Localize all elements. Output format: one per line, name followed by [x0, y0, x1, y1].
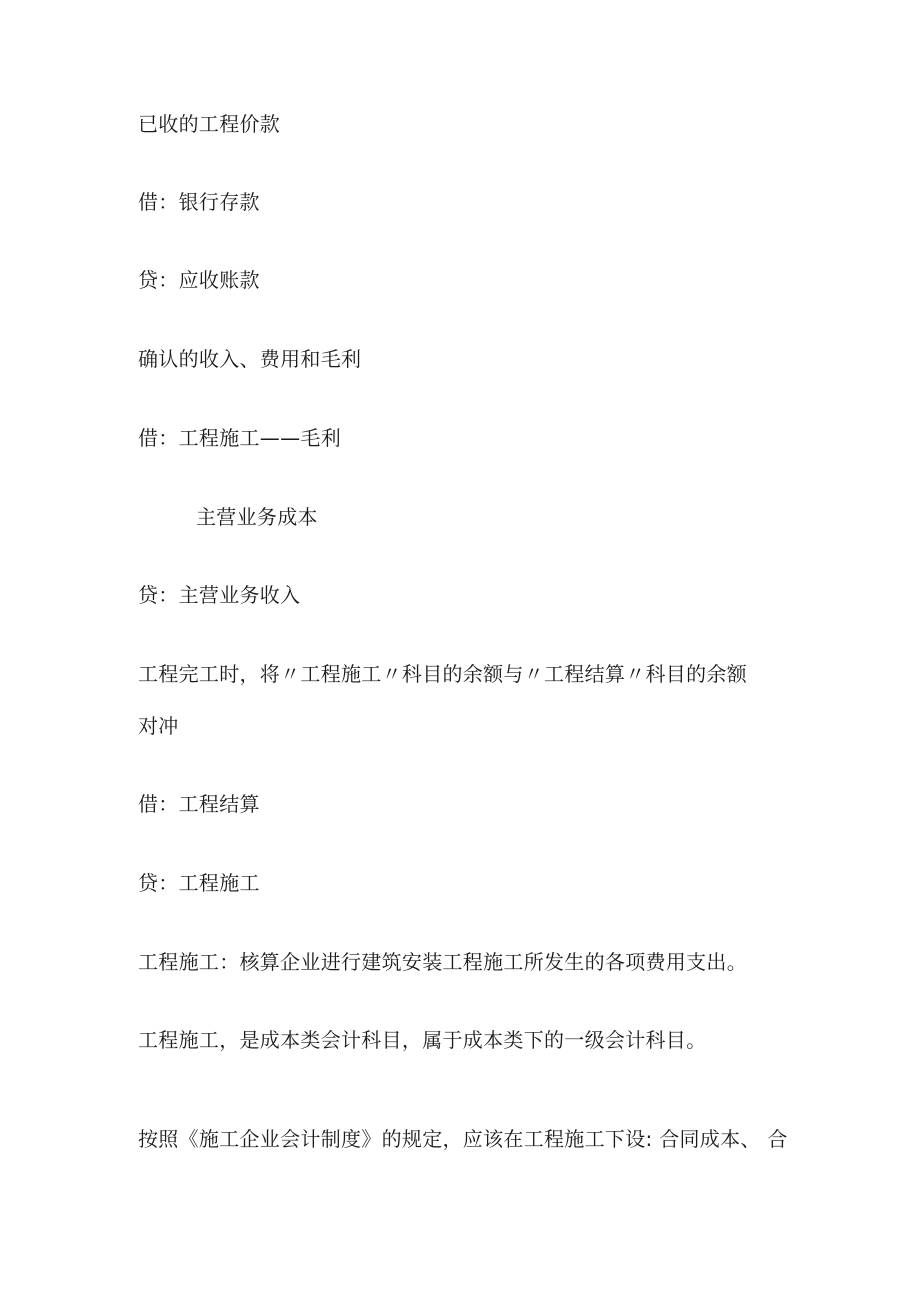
text-line: 工程施工，是成本类会计科目，属于成本类下的一级会计科目。	[138, 1028, 707, 1052]
text-line: 贷：应收账款	[138, 268, 260, 292]
text-line: 贷：主营业务收入	[138, 583, 301, 607]
text-line: 借：工程施工——毛利	[138, 426, 341, 450]
text-line: 工程施工：核算企业进行建筑安装工程施工所发生的各项费用支出。	[138, 950, 747, 974]
text-line: 贷：工程施工	[138, 871, 260, 895]
text-line: 已收的工程价款	[138, 112, 281, 136]
text-line-indented: 主营业务成本	[196, 505, 318, 529]
text-line: 借：银行存款	[138, 190, 260, 214]
text-line: 对冲	[138, 714, 179, 738]
text-line: 确认的收入、费用和毛利	[138, 347, 362, 371]
text-line: 工程完工时，将〃工程施工〃科目的余额与〃工程结算〃科目的余额	[138, 662, 747, 686]
text-line: 按照《施工企业会计制度》的规定，应该在工程施工下设: 合同成本、 合	[138, 1127, 788, 1151]
text-line: 借：工程结算	[138, 792, 260, 816]
